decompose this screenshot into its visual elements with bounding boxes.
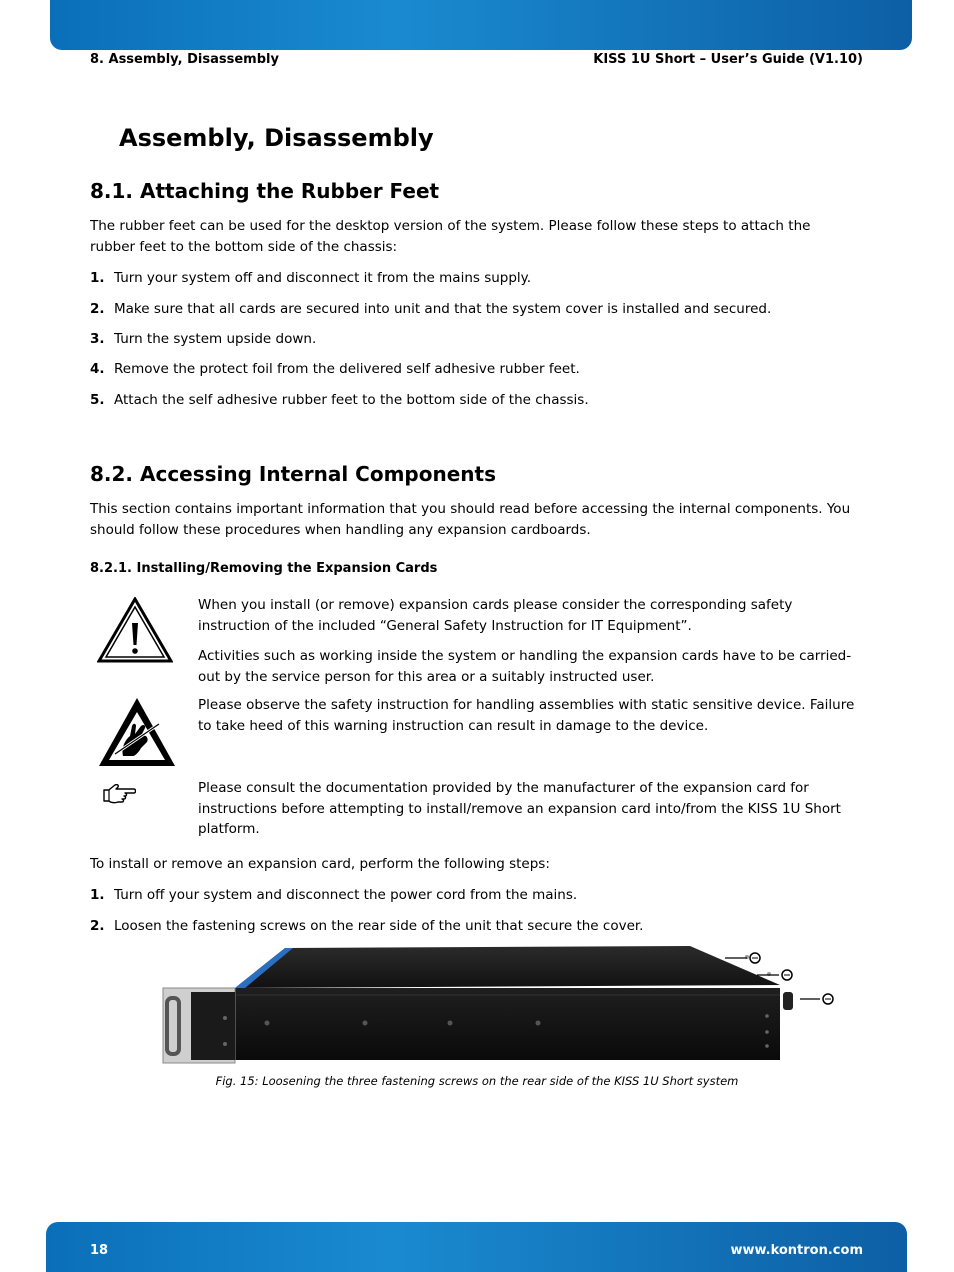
chassis-figure bbox=[155, 940, 845, 1069]
procedure-intro: To install or remove an expansion card, perform the following steps: bbox=[90, 856, 550, 872]
footer-url: www.kontron.com bbox=[730, 1243, 863, 1258]
section-8-2-intro: This section contains important information that you should read before accessing the internal components. You should follow these procedures when handling any expansion cardboards. bbox=[90, 501, 851, 538]
warning-triangle-icon bbox=[97, 597, 173, 667]
warning-text-1: When you install (or remove) expansion cards please consider the corresponding safety instruction of the included “General Safety Instruction for IT Equipment”. bbox=[198, 597, 793, 634]
figure-caption: Fig. 15: Loosening the three fastening screws on the rear side of the KISS 1U Short system bbox=[215, 1074, 739, 1088]
chapter-title: Assembly, Disassembly bbox=[119, 124, 434, 152]
section-8-1-intro: The rubber feet can be used for the desktop version of the system. Please follow these steps to attach the rubber feet to the bottom side of the chassis: bbox=[90, 218, 811, 255]
warning-text-2: Activities such as working inside the system or handling the expansion cards have to be carried-out by the service person for this area or a suitably instructed user. bbox=[198, 648, 852, 685]
subsection-8-2-1-title: 8.2.1. Installing/Removing the Expansion Cards bbox=[90, 561, 438, 576]
esd-hand-icon bbox=[97, 696, 177, 772]
page-number: 18 bbox=[90, 1243, 109, 1258]
list-item: 3. Turn the system upside down. bbox=[90, 331, 317, 347]
esd-text: Please observe the safety instruction for handling assemblies with static sensitive device. Failure to take heed of this warning instruction can result in damage to the device. bbox=[198, 697, 855, 734]
list-item: 5. Attach the self adhesive rubber feet to the bottom side of the chassis. bbox=[90, 392, 589, 408]
header-band bbox=[50, 0, 912, 50]
pointing-hand-icon bbox=[102, 784, 136, 808]
list-item: 2. Loosen the fastening screws on the rear side of the unit that secure the cover. bbox=[90, 918, 644, 934]
list-item: 4. Remove the protect foil from the delivered self adhesive rubber feet. bbox=[90, 361, 580, 377]
note-text: Please consult the documentation provided by the manufacturer of the expansion card for instructions before attempting to install/remove an expansion card into/from the KISS 1U Short platform. bbox=[198, 780, 841, 837]
list-item: 1. Turn your system off and disconnect it from the mains supply. bbox=[90, 270, 532, 286]
list-item: 2. Make sure that all cards are secured into unit and that the system cover is installed and secured. bbox=[90, 301, 772, 317]
running-header-section: 8. Assembly, Disassembly bbox=[90, 52, 279, 67]
list-item: 1. Turn off your system and disconnect the power cord from the mains. bbox=[90, 887, 578, 903]
running-header-doc: KISS 1U Short – User’s Guide (V1.10) bbox=[593, 52, 863, 67]
section-8-1-title: 8.1. Attaching the Rubber Feet bbox=[90, 179, 440, 203]
section-8-2-title: 8.2. Accessing Internal Components bbox=[90, 462, 496, 486]
